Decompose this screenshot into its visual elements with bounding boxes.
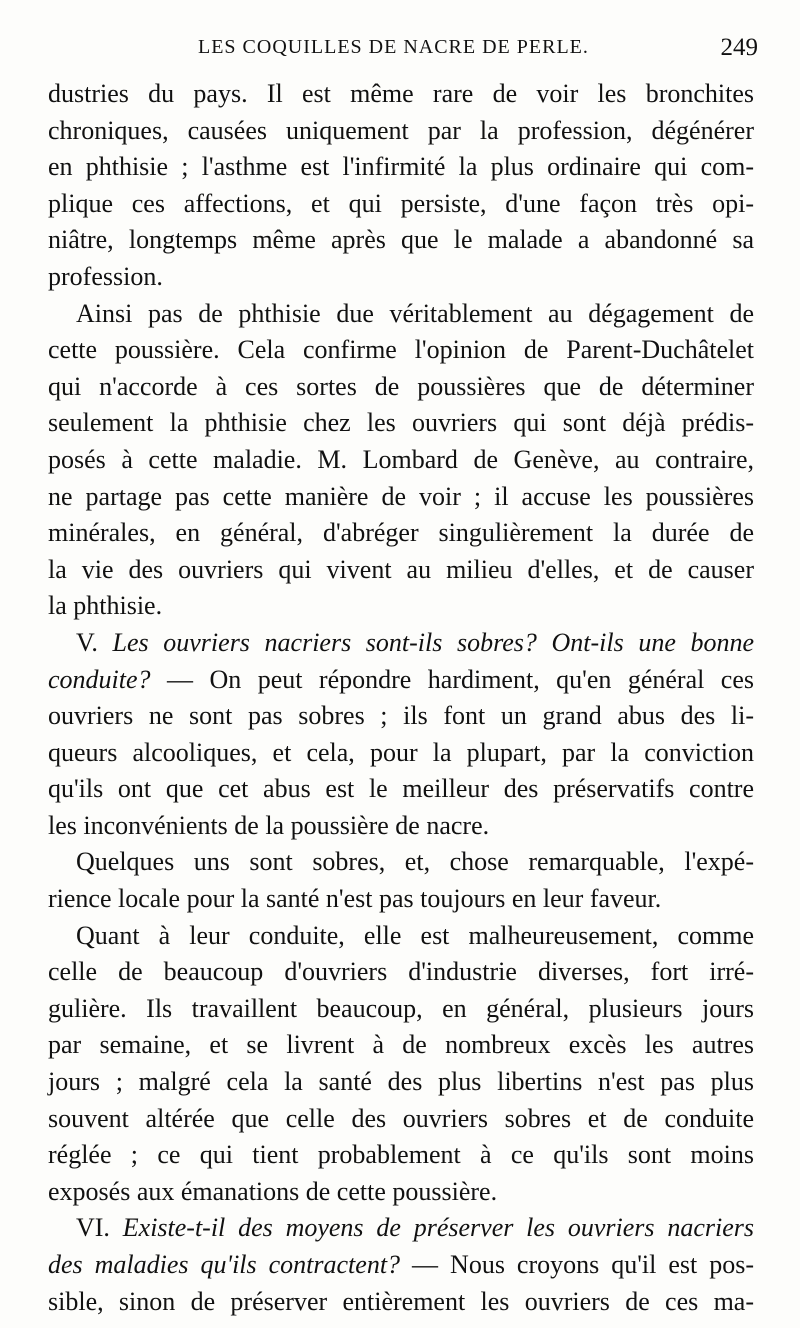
text-line: chroniques, causées uniquement par la profession, dégénérer [48,115,754,145]
text-line: celle de beaucoup d'ouvriers d'industrie diverses, fort irré- [48,957,754,987]
section-heading-line [48,625,754,662]
text-line: queurs alcooliques, et cela, pour la plupart, par la conviction [48,737,754,767]
text-line: jours ; malgré cela la santé des plus libertins n'est pas plus [48,1067,754,1097]
text-fragment: — On peut répondre hardiment, qu'en général ces [167,664,754,694]
text-line: niâtre, longtemps même après que le malade a abandonné sa [48,225,754,255]
text-line: dustries du pays. Il est même rare de voir les bronchites [48,79,754,108]
text-line: les inconvénients de la poussière de nacre. [48,810,490,840]
section-heading-line [48,1210,754,1247]
text-line: souvent altérée que celle des ouvriers sobres et de conduite [48,1103,754,1133]
text-line: Quant à leur conduite, elle est malheureusement, comme [76,920,754,950]
text-line: sible, sinon de préserver entièrement les ouvriers de ces ma- [48,1286,754,1316]
text-line: la phthisie. [48,591,163,621]
running-head [48,34,758,68]
section-question: Existe-t-il des moyens de préserver les ouvriers nacriers [122,1213,754,1243]
text-line: réglée ; ce qui tient probablement à ce qu'ils sont moins [48,1140,754,1170]
text-line: la vie des ouvriers qui vivent au milieu d'elles, et de causer [48,554,754,584]
text-line: en phthisie ; l'asthme est l'infirmité la plus ordinaire qui com- [48,152,754,182]
text-line: rience locale pour la santé n'est pas toujours en leur faveur. [48,884,662,914]
text-line: posés à cette maladie. M. Lombard de Genève, au contraire, [48,444,754,474]
page-number: 249 [720,34,758,61]
body-text [48,76,754,1320]
text-line: profession. [48,261,163,291]
text-line: par semaine, et se livrent à de nombreux excès les autres [48,1030,754,1060]
section-question: des maladies qu'ils contractent? [48,1250,401,1279]
text-line: cette poussière. Cela confirme l'opinion de Parent-Duchâtelet [48,335,754,365]
text-line [48,662,754,699]
text-line: seulement la phthisie chez les ouvriers qui sont déjà prédis- [48,408,754,438]
text-line: Quelques uns sont sobres, et, chose remarquable, l'expé- [76,847,754,877]
text-line: exposés aux émanations de cette poussière. [48,1176,498,1206]
section-number: V. [76,627,98,657]
text-line: ne partage pas cette manière de voir ; il accuse les poussières [48,481,754,511]
text-line [48,1247,754,1284]
text-line: minérales, en général, d'abréger singulièrement la durée de [48,518,754,548]
section-question: Les ouvriers nacriers sont-ils sobres? Ont-ils une bonne [112,627,755,657]
section-question: conduite? [48,664,151,694]
text-fragment: — Nous croyons qu'il est pos- [412,1250,754,1279]
text-line: Ainsi pas de phthisie due véritablement au dégagement de [76,298,754,328]
text-line: qui n'accorde à ces sortes de poussières que de déterminer [48,371,754,401]
section-number: VI. [76,1213,110,1243]
text-line: qu'ils ont que cet abus est le meilleur des préservatifs contre [48,774,754,804]
text-line: plique ces affections, et qui persiste, d'une façon très opi- [48,188,754,218]
text-line: ouvriers ne sont pas sobres ; ils font un grand abus des li- [48,701,754,731]
running-title: LES COQUILLES DE NACRE DE PERLE. [198,36,589,58]
text-line: gulière. Ils travaillent beaucoup, en général, plusieurs jours [48,993,754,1023]
